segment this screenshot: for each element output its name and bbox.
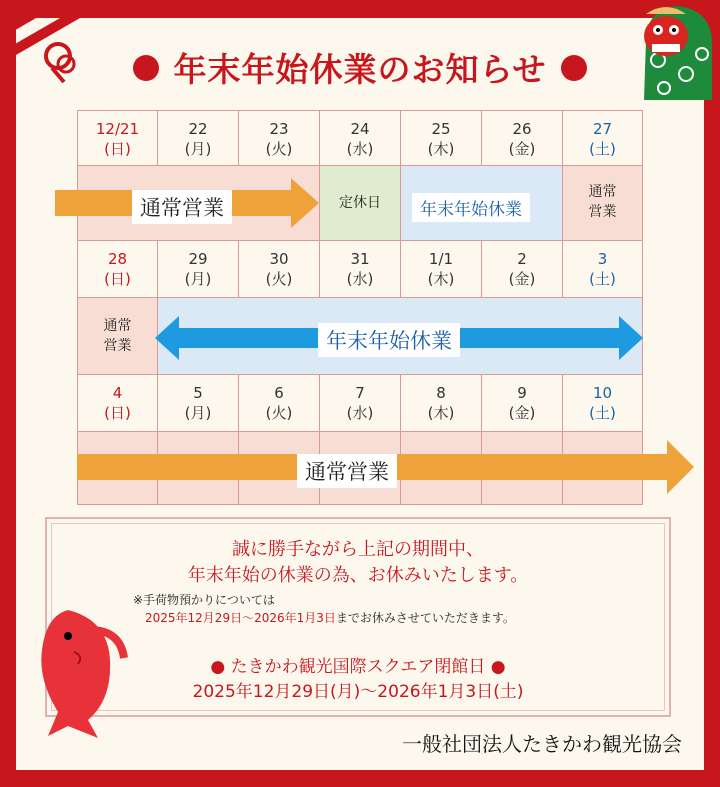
notice-box — [45, 517, 671, 717]
day-cell: 31 (水) — [319, 240, 401, 298]
day-cell: 28 (日) — [77, 240, 158, 298]
day-cell: 1/1 (木) — [400, 240, 482, 298]
red-dot-icon — [561, 55, 587, 81]
week2-date-row — [77, 240, 643, 298]
red-dot-icon: ● — [490, 657, 506, 677]
normal-short-cell: 通常 営業 — [77, 297, 158, 375]
day-cell: 7 (水) — [319, 374, 401, 432]
day-cell: 9 (金) — [481, 374, 563, 432]
day-cell: 24 (水) — [319, 110, 401, 166]
page-title: 年末年始休業のお知らせ — [173, 50, 547, 89]
day-cell: 12/21 (日) — [77, 110, 158, 166]
notice-line-2: 年末年始の休業の為、お休みいたします。 — [187, 565, 529, 586]
day-cell: 30 (火) — [238, 240, 320, 298]
holiday-label: 年末年始休業 — [318, 323, 460, 357]
organization-name: 一般社団法人たきかわ観光協会 — [402, 732, 682, 756]
holiday-label: 年末年始休業 — [412, 193, 530, 222]
week1-date-row — [77, 110, 643, 166]
day-cell: 22 (月) — [157, 110, 239, 166]
sea-bream-fish-icon — [28, 600, 138, 740]
normal-business-label: 通常営業 — [132, 190, 232, 224]
day-cell: 6 (火) — [238, 374, 320, 432]
day-cell: 5 (月) — [157, 374, 239, 432]
day-cell: 23 (火) — [238, 110, 320, 166]
week3-date-row — [77, 374, 643, 432]
notice-line-1: 誠に勝手ながら上記の期間中、 — [232, 539, 484, 560]
day-cell: 27 (土) — [562, 110, 643, 166]
normal-business-label: 通常営業 — [297, 454, 397, 488]
luggage-note-dates: 2025年12月29日～2026年1月3日 — [145, 611, 336, 625]
day-cell: 2 (金) — [481, 240, 563, 298]
day-cell: 4 (日) — [77, 374, 158, 432]
shishimai-lion-icon — [636, 0, 720, 110]
closed-title: たきかわ観光国際スクエア閉館日 — [230, 657, 486, 677]
red-dot-icon: ● — [210, 657, 226, 677]
day-cell: 26 (金) — [481, 110, 563, 166]
day-cell: 29 (月) — [157, 240, 239, 298]
luggage-note-tail: までお休みさせていただきます。 — [335, 611, 515, 625]
day-cell: 10 (土) — [562, 374, 643, 432]
title-bar — [0, 44, 720, 91]
red-dot-icon — [133, 55, 159, 81]
normal-short-cell: 通常 営業 — [562, 165, 643, 241]
closed-dates: 2025年12月29日(月)～2026年1月3日(土) — [192, 682, 524, 702]
closed-title-line — [47, 652, 669, 677]
day-cell: 8 (木) — [400, 374, 482, 432]
day-cell: 3 (土) — [562, 240, 643, 298]
luggage-note-line — [145, 609, 515, 626]
day-cell: 25 (木) — [400, 110, 482, 166]
regular-holiday-cell: 定休日 — [319, 165, 401, 241]
luggage-note-label: ※手荷物預かりについては — [133, 593, 275, 607]
